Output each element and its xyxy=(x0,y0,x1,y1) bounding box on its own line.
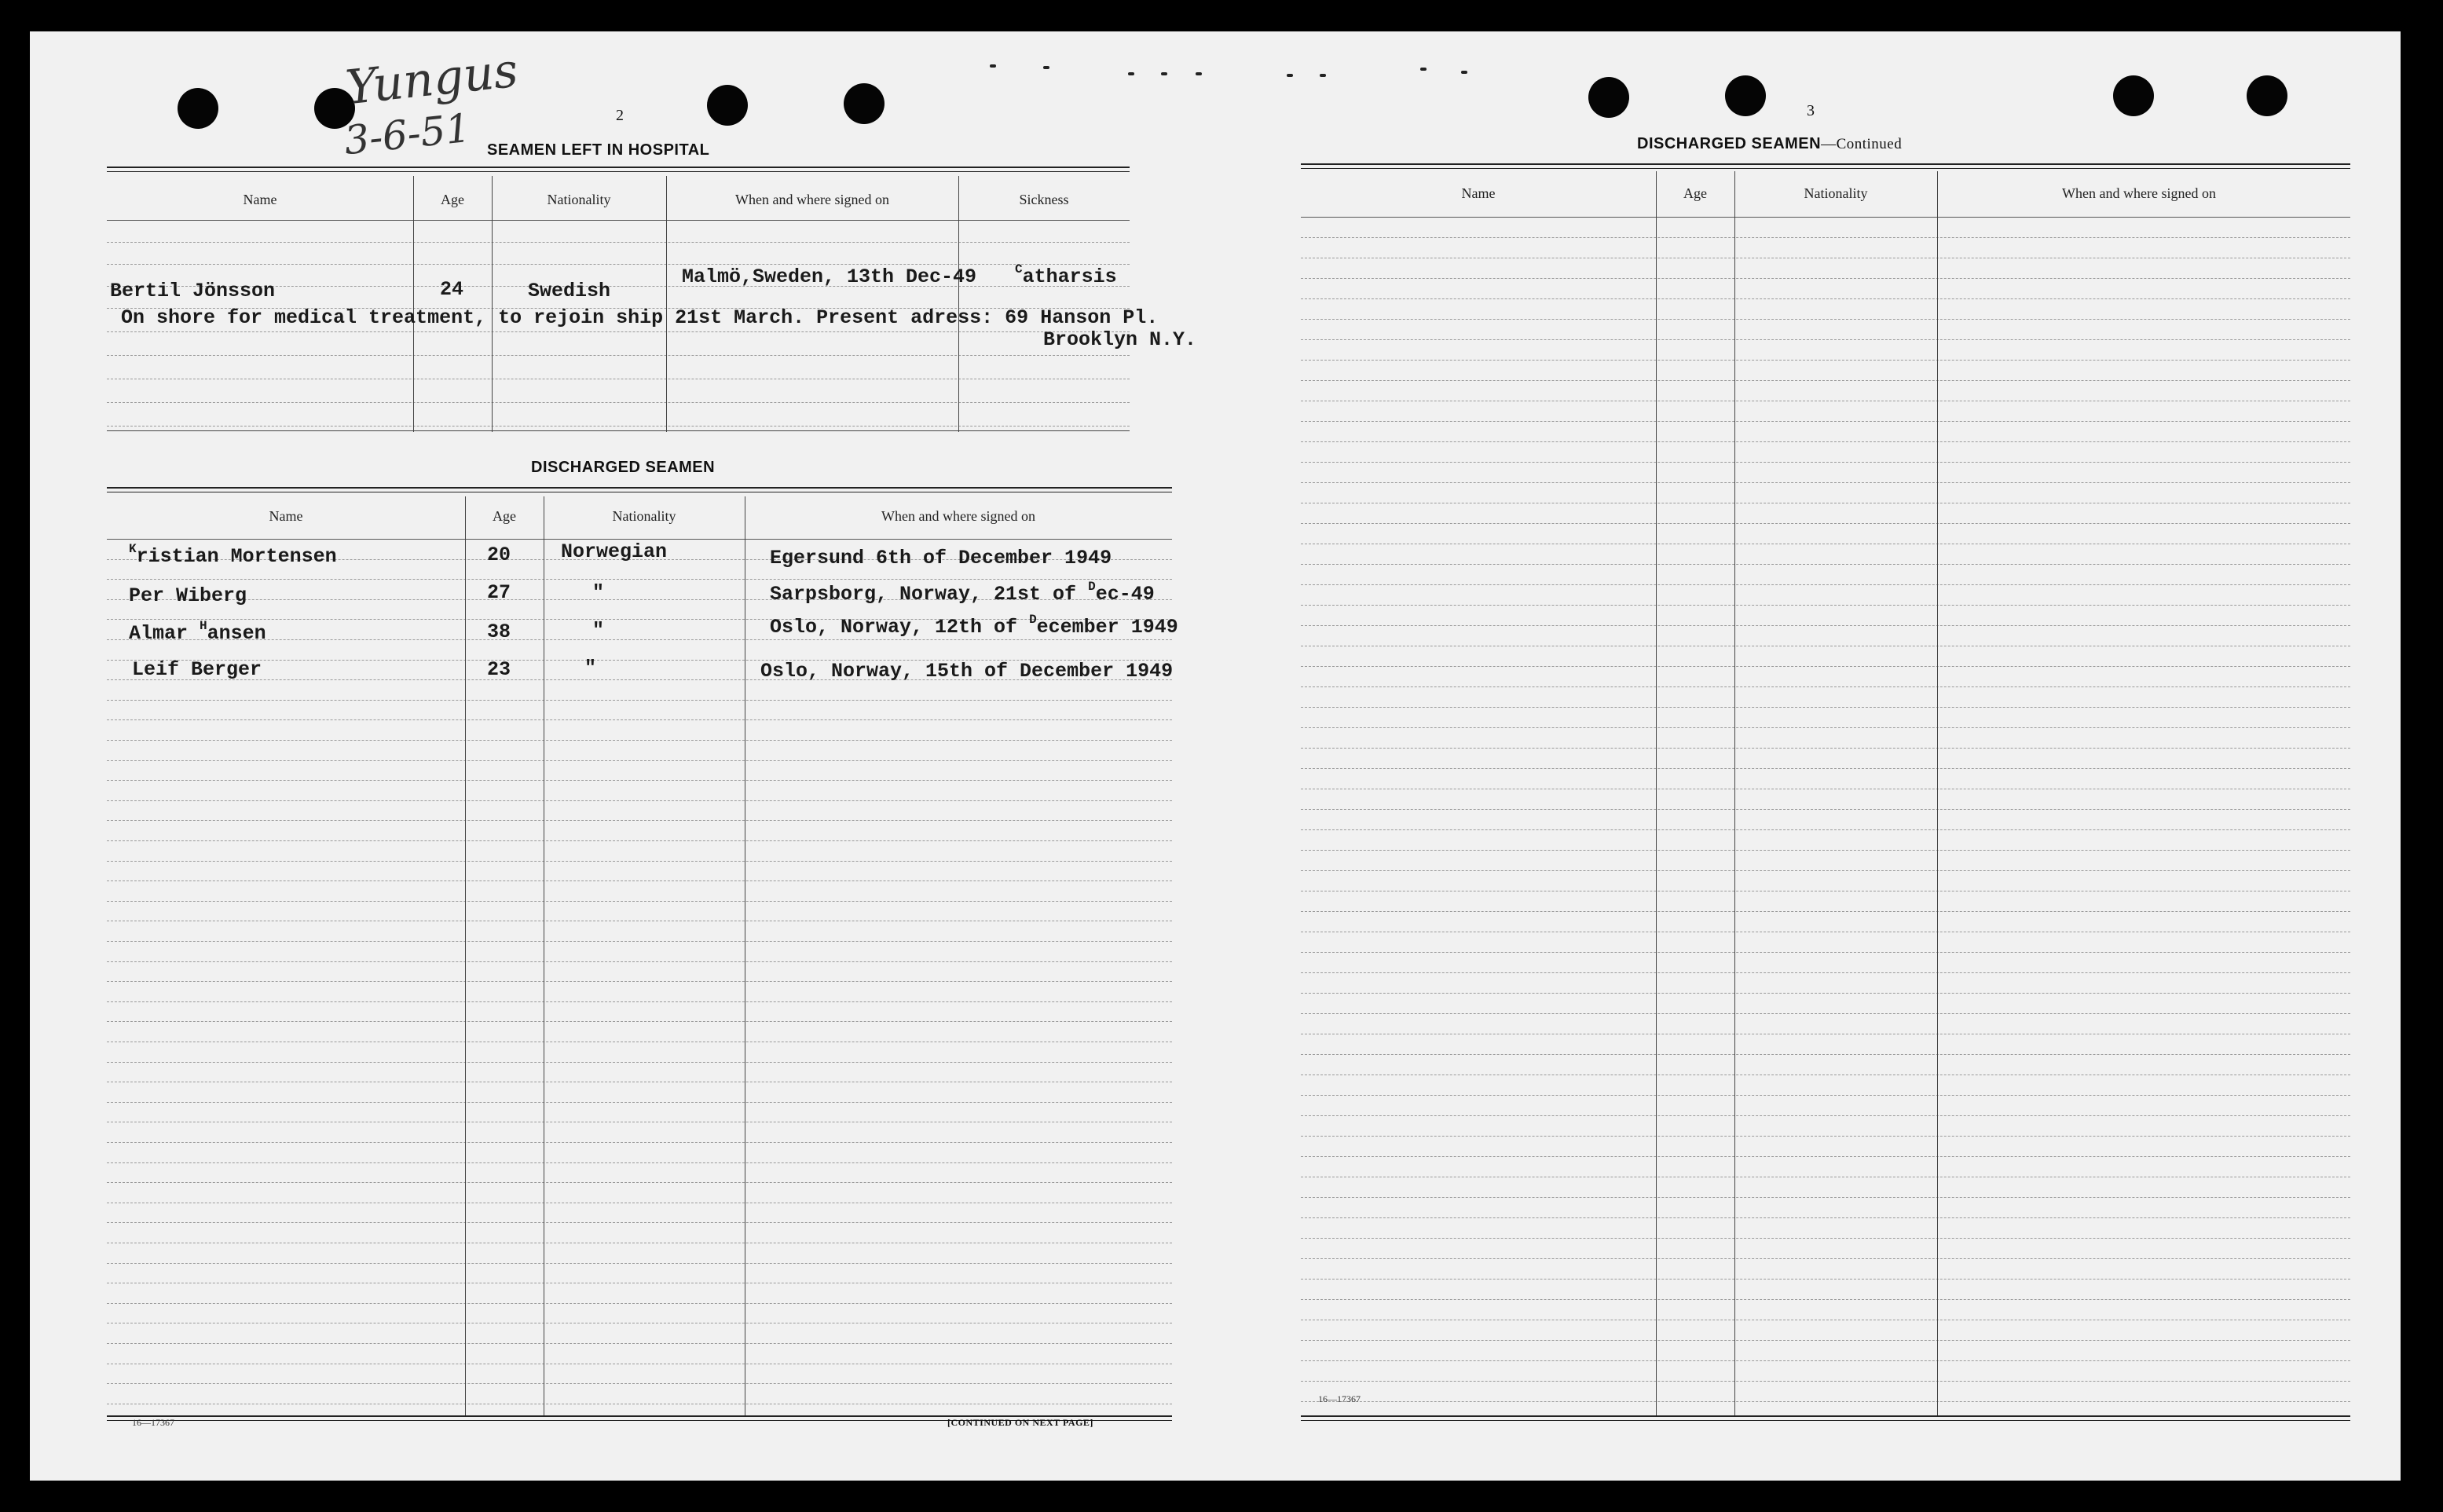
punch-hole xyxy=(1725,75,1766,116)
sickness-raised-letter: C xyxy=(1015,262,1023,276)
hospital-row-line xyxy=(107,402,1130,403)
ruled-line xyxy=(1301,1401,2350,1402)
continued-header-age: Age xyxy=(1683,185,1707,201)
hospital-entry-age: 24 xyxy=(440,278,464,301)
discharged-header-age: Age xyxy=(493,508,516,524)
handwritten-date: 3-6-51 xyxy=(342,104,473,164)
ruled-line xyxy=(1301,952,2350,953)
ruled-line xyxy=(107,760,1172,761)
ruled-line xyxy=(1301,625,2350,626)
ruled-line xyxy=(107,820,1172,821)
ruled-line xyxy=(107,639,1172,640)
hospital-bottom-rule xyxy=(107,430,1130,431)
ruled-line xyxy=(1301,911,2350,912)
ruled-line xyxy=(107,539,1172,540)
form-number-right: 16—17367 xyxy=(1318,1393,1361,1404)
ruled-line xyxy=(107,840,1172,841)
ruled-line xyxy=(107,700,1172,701)
ruled-line xyxy=(1301,360,2350,361)
ruled-line xyxy=(1301,584,2350,585)
ruled-line xyxy=(1301,523,2350,524)
ruled-line xyxy=(1301,298,2350,299)
hospital-top-rule xyxy=(107,167,1130,168)
continued-note: [CONTINUED ON NEXT PAGE] xyxy=(947,1417,1093,1428)
hospital-section-title: SEAMEN LEFT IN HOSPITAL xyxy=(487,141,710,159)
ruled-line xyxy=(107,740,1172,741)
hospital-header-nationality: Nationality xyxy=(547,192,611,207)
hospital-row-line xyxy=(107,355,1130,356)
punch-hole xyxy=(1588,77,1629,118)
hospital-entry-sickness xyxy=(1015,262,1117,288)
hospital-entry-signed-on: Malmö,Sweden, 13th Dec-49 xyxy=(682,265,977,288)
handwritten-name: Yungus xyxy=(342,42,521,116)
hospital-row-line xyxy=(107,426,1130,427)
ruled-line xyxy=(1301,441,2350,442)
signed-text-rest: ec-49 xyxy=(1095,583,1155,606)
ink-speck xyxy=(1043,66,1049,69)
continued-header-nationality: Nationality xyxy=(1804,185,1868,201)
ruled-line xyxy=(107,579,1172,580)
ruled-line xyxy=(107,1343,1172,1344)
ruled-line xyxy=(1301,1095,2350,1096)
ruled-line xyxy=(1301,1299,2350,1300)
discharged-col-divider xyxy=(465,496,466,1415)
name-text-rest: ansen xyxy=(207,622,266,645)
ruled-line xyxy=(1301,809,2350,810)
punch-hole xyxy=(707,85,748,126)
ruled-line xyxy=(107,1001,1172,1002)
ruled-line xyxy=(107,1162,1172,1163)
discharged-row-4-age: 23 xyxy=(487,658,511,681)
ruled-line xyxy=(1301,870,2350,871)
continued-top-rule xyxy=(1301,163,2350,165)
hospital-row-line xyxy=(107,242,1130,243)
raised-letter: K xyxy=(129,542,137,556)
ruled-line xyxy=(107,780,1172,781)
discharged-row-1-name xyxy=(129,542,337,568)
discharged-row-4-signed-on: Oslo, Norway, 15th of December 1949 xyxy=(760,660,1174,683)
signed-text: Sarpsborg, Norway, 21st of xyxy=(770,583,1089,606)
ruled-line xyxy=(107,861,1172,862)
ink-speck xyxy=(1161,72,1167,75)
hospital-header-sickness: Sickness xyxy=(1019,192,1069,207)
raised-letter: H xyxy=(200,619,207,633)
continued-col-divider xyxy=(1656,171,1657,1415)
continued-header-name: Name xyxy=(1461,185,1496,201)
discharged-row-3-name xyxy=(129,619,266,645)
ruled-line xyxy=(1301,768,2350,769)
ruled-line xyxy=(1301,1156,2350,1157)
discharged-section-title: DISCHARGED SEAMEN xyxy=(531,459,716,476)
ruled-line xyxy=(1301,1258,2350,1259)
ruled-line xyxy=(107,1021,1172,1022)
ink-speck xyxy=(1461,71,1467,74)
continued-bottom-rule-2 xyxy=(1301,1420,2350,1421)
ruled-line xyxy=(1301,339,2350,340)
ruled-line xyxy=(107,880,1172,881)
punch-hole xyxy=(178,88,218,129)
ruled-line xyxy=(107,1222,1172,1223)
ink-speck xyxy=(990,64,996,68)
ruled-line xyxy=(1301,727,2350,728)
ruled-line xyxy=(107,1263,1172,1264)
discharged-header-signed-on: When and where signed on xyxy=(881,508,1035,524)
hospital-note-line1: On shore for medical treatment, to rejoin ship 21st March. Present adress: 69 Hanson Pl. xyxy=(121,306,1159,329)
continued-header-signed-on: When and where signed on xyxy=(2062,185,2216,201)
ruled-line xyxy=(1301,237,2350,238)
hospital-entry-nationality: Swedish xyxy=(528,280,611,302)
continued-bottom-rule xyxy=(1301,1415,2350,1417)
discharged-row-2-nationality: " xyxy=(592,581,605,604)
discharged-row-1-nationality: Norwegian xyxy=(561,540,668,563)
ruled-line xyxy=(1301,1381,2350,1382)
hospital-row-line xyxy=(107,264,1130,265)
ruled-line xyxy=(1301,1238,2350,1239)
ruled-line xyxy=(1301,1013,2350,1014)
discharged-row-4-name: Leif Berger xyxy=(132,658,262,681)
ruled-line xyxy=(1301,462,2350,463)
hospital-entry-name: Bertil Jönsson xyxy=(110,280,276,302)
page-number-left: 2 xyxy=(616,107,624,124)
ruled-line xyxy=(107,1102,1172,1103)
ruled-line xyxy=(1301,829,2350,830)
ink-speck xyxy=(1196,72,1202,75)
ruled-line xyxy=(1301,1197,2350,1198)
discharged-row-2-age: 27 xyxy=(487,581,511,604)
discharged-row-3-nationality: " xyxy=(592,619,605,642)
continued-top-rule-2 xyxy=(1301,168,2350,169)
ruled-line xyxy=(1301,850,2350,851)
ruled-line xyxy=(1301,666,2350,667)
hospital-col-divider xyxy=(413,176,414,432)
title-suffix: —Continued xyxy=(1821,136,1903,152)
ruled-line xyxy=(107,1062,1172,1063)
discharged-row-2-signed-on xyxy=(770,580,1155,606)
ink-speck xyxy=(1128,72,1134,75)
ruled-line xyxy=(1301,1054,2350,1055)
ruled-line xyxy=(1301,564,2350,565)
discharged-row-4-nationality: " xyxy=(584,657,597,679)
ruled-line xyxy=(1301,421,2350,422)
ruled-line xyxy=(107,981,1172,982)
ruled-line xyxy=(1301,748,2350,749)
discharged-row-2-name: Per Wiberg xyxy=(129,584,247,607)
ruled-line xyxy=(1301,1360,2350,1361)
ruled-line xyxy=(1301,707,2350,708)
hospital-row-line xyxy=(107,331,1130,332)
ruled-line xyxy=(1301,278,2350,279)
continued-col-divider xyxy=(1734,171,1735,1415)
ruled-line xyxy=(1301,1340,2350,1341)
discharged-header-nationality: Nationality xyxy=(612,508,676,524)
form-number-left: 16—17367 xyxy=(132,1417,174,1428)
page-number-right: 3 xyxy=(1807,102,1815,119)
ruled-line xyxy=(107,901,1172,902)
hospital-header-rule xyxy=(107,220,1130,221)
hospital-top-rule-2 xyxy=(107,171,1130,172)
hospital-col-divider xyxy=(958,176,959,432)
ruled-line xyxy=(1301,217,2350,218)
hospital-header-signed-on: When and where signed on xyxy=(735,192,889,207)
discharged-row-1-signed-on: Egersund 6th of December 1949 xyxy=(770,547,1112,569)
sickness-rest: atharsis xyxy=(1022,265,1117,288)
punch-hole xyxy=(844,83,885,124)
hospital-header-age: Age xyxy=(441,192,464,207)
ink-speck xyxy=(1420,68,1427,71)
ruled-line xyxy=(1301,1115,2350,1116)
ink-speck xyxy=(1320,74,1326,77)
name-text: Almar xyxy=(129,622,200,645)
title-text: DISCHARGED SEAMEN xyxy=(1637,135,1822,152)
name-text: ristian Mortensen xyxy=(136,545,337,568)
hospital-col-divider xyxy=(492,176,493,432)
hospital-note-line2: Brooklyn N.Y. xyxy=(1043,328,1197,351)
discharged-header-name: Name xyxy=(269,508,303,524)
ruled-line xyxy=(1301,993,2350,994)
ink-speck xyxy=(1287,74,1293,77)
hospital-col-divider xyxy=(666,176,667,432)
ruled-line xyxy=(1301,972,2350,973)
ruled-line xyxy=(107,1142,1172,1143)
ruled-line xyxy=(107,1383,1172,1384)
ruled-line xyxy=(107,1182,1172,1183)
ruled-line xyxy=(1301,1217,2350,1218)
ruled-line xyxy=(1301,686,2350,687)
ruled-line xyxy=(107,719,1172,720)
raised-letter: D xyxy=(1088,580,1096,594)
discharged-row-3-signed-on xyxy=(770,613,1178,639)
ruled-line xyxy=(107,1303,1172,1304)
ruled-line xyxy=(107,941,1172,942)
discharged-continued-title xyxy=(1637,135,1902,153)
ruled-line xyxy=(1301,1279,2350,1280)
manifest-sheet xyxy=(30,31,2401,1481)
signed-text: Oslo, Norway, 12th of xyxy=(770,616,1030,639)
continued-col-divider xyxy=(1937,171,1938,1415)
ruled-line xyxy=(1301,319,2350,320)
ruled-line xyxy=(1301,482,2350,483)
punch-hole xyxy=(2113,75,2154,116)
signed-text-rest: ecember 1949 xyxy=(1036,616,1178,639)
ruled-line xyxy=(1301,605,2350,606)
ruled-line xyxy=(107,800,1172,801)
discharged-top-rule xyxy=(107,487,1172,489)
hospital-header-name: Name xyxy=(243,192,277,207)
discharged-row-3-age: 38 xyxy=(487,621,511,643)
ruled-line xyxy=(1301,380,2350,381)
punch-hole xyxy=(2247,75,2287,116)
raised-letter: D xyxy=(1029,613,1037,627)
ruled-line xyxy=(107,961,1172,962)
discharged-row-1-age: 20 xyxy=(487,544,511,566)
ruled-line xyxy=(1301,1136,2350,1137)
